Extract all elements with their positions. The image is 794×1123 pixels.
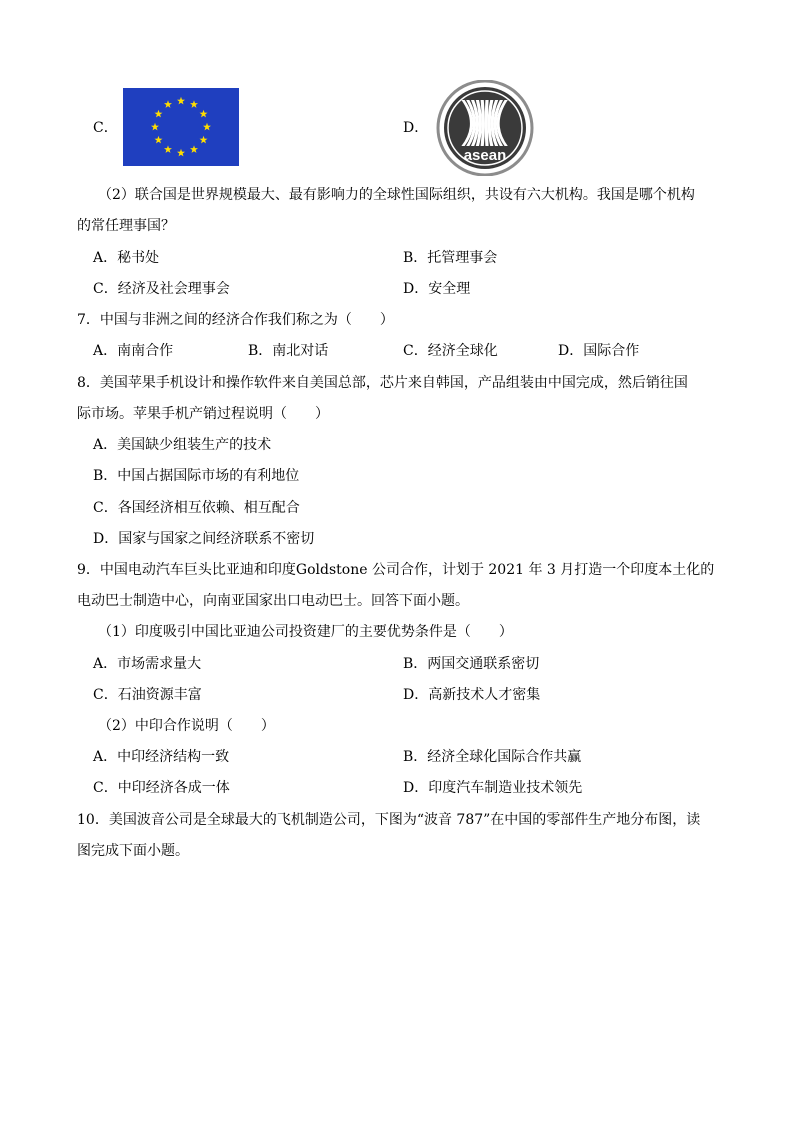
q9-stem-line1: 9．中国电动汽车巨头比亚迪和印度Goldstone 公司合作，计划于 2021 年 3 月打造一个印度本土化的 (77, 562, 715, 578)
q9-2-option-c: C．中印经济各成一体 (93, 780, 230, 796)
q8-option-a: A．美国缺少组装生产的技术 (93, 437, 272, 453)
q8-stem-line2: 际市场。苹果手机产销过程说明（ ） (77, 406, 329, 422)
q6-2-option-d: D．安全理 (403, 281, 471, 297)
q9-1-option-b: B．两国交通联系密切 (403, 656, 540, 672)
q9-1-option-d: D．高新技术人才密集 (403, 687, 541, 703)
eu-flag-image (123, 88, 239, 166)
q9-stem-line2: 电动巴士制造中心，向南亚国家出口电动巴士。回答下面小题。 (77, 593, 469, 609)
q9-2-option-d: D．印度汽车制造业技术领先 (403, 780, 583, 796)
q6-2-option-c: C．经济及社会理事会 (93, 281, 230, 297)
q7-option-d: D．国际合作 (558, 343, 640, 359)
option-d-label: D． (403, 120, 429, 136)
option-c-label: C． (93, 120, 118, 136)
q8-option-c: C．各国经济相互依赖、相互配合 (93, 500, 300, 516)
q7-stem: 7．中国与非洲之间的经济合作我们称之为（ ） (77, 312, 394, 328)
q9-1-option-c: C．石油资源丰富 (93, 687, 202, 703)
q6-2-option-a: A．秘书处 (93, 250, 160, 266)
q10-stem-line2: 图完成下面小题。 (77, 843, 189, 859)
q7-option-c: C．经济全球化 (403, 343, 498, 359)
q8-stem-line1: 8．美国苹果手机设计和操作软件来自美国总部，芯片来自韩国，产品组装由中国完成，然后销往国 (77, 375, 688, 391)
q8-option-d: D．国家与国家之间经济联系不密切 (93, 531, 315, 547)
asean-logo-image (436, 80, 534, 176)
q9-1-option-a: A．市场需求量大 (93, 656, 202, 672)
q7-option-a: A．南南合作 (93, 343, 174, 359)
asean-logo-text: asean (463, 147, 507, 164)
q6-2-stem-line1: （2）联合国是世界规模最大、最有影响力的全球性国际组织，共设有六大机构。我国是哪个机构 (98, 187, 695, 203)
q8-option-b: B．中国占据国际市场的有利地位 (93, 468, 300, 484)
q9-2-stem: （2）中印合作说明（ ） (98, 718, 275, 734)
q10-stem-line1: 10．美国波音公司是全球最大的飞机制造公司，下图为“波音 787”在中国的零部件生产地分布图，读 (77, 812, 701, 828)
q9-2-option-b: B．经济全球化国际合作共赢 (403, 749, 582, 765)
q6-2-option-b: B．托管理事会 (403, 250, 498, 266)
q9-1-stem: （1）印度吸引中国比亚迪公司投资建厂的主要优势条件是（ ） (98, 624, 513, 640)
q6-2-stem-line2: 的常任理事国？ (77, 218, 175, 234)
q9-2-option-a: A．中印经济结构一致 (93, 749, 230, 765)
q7-option-b: B．南北对话 (248, 343, 329, 359)
